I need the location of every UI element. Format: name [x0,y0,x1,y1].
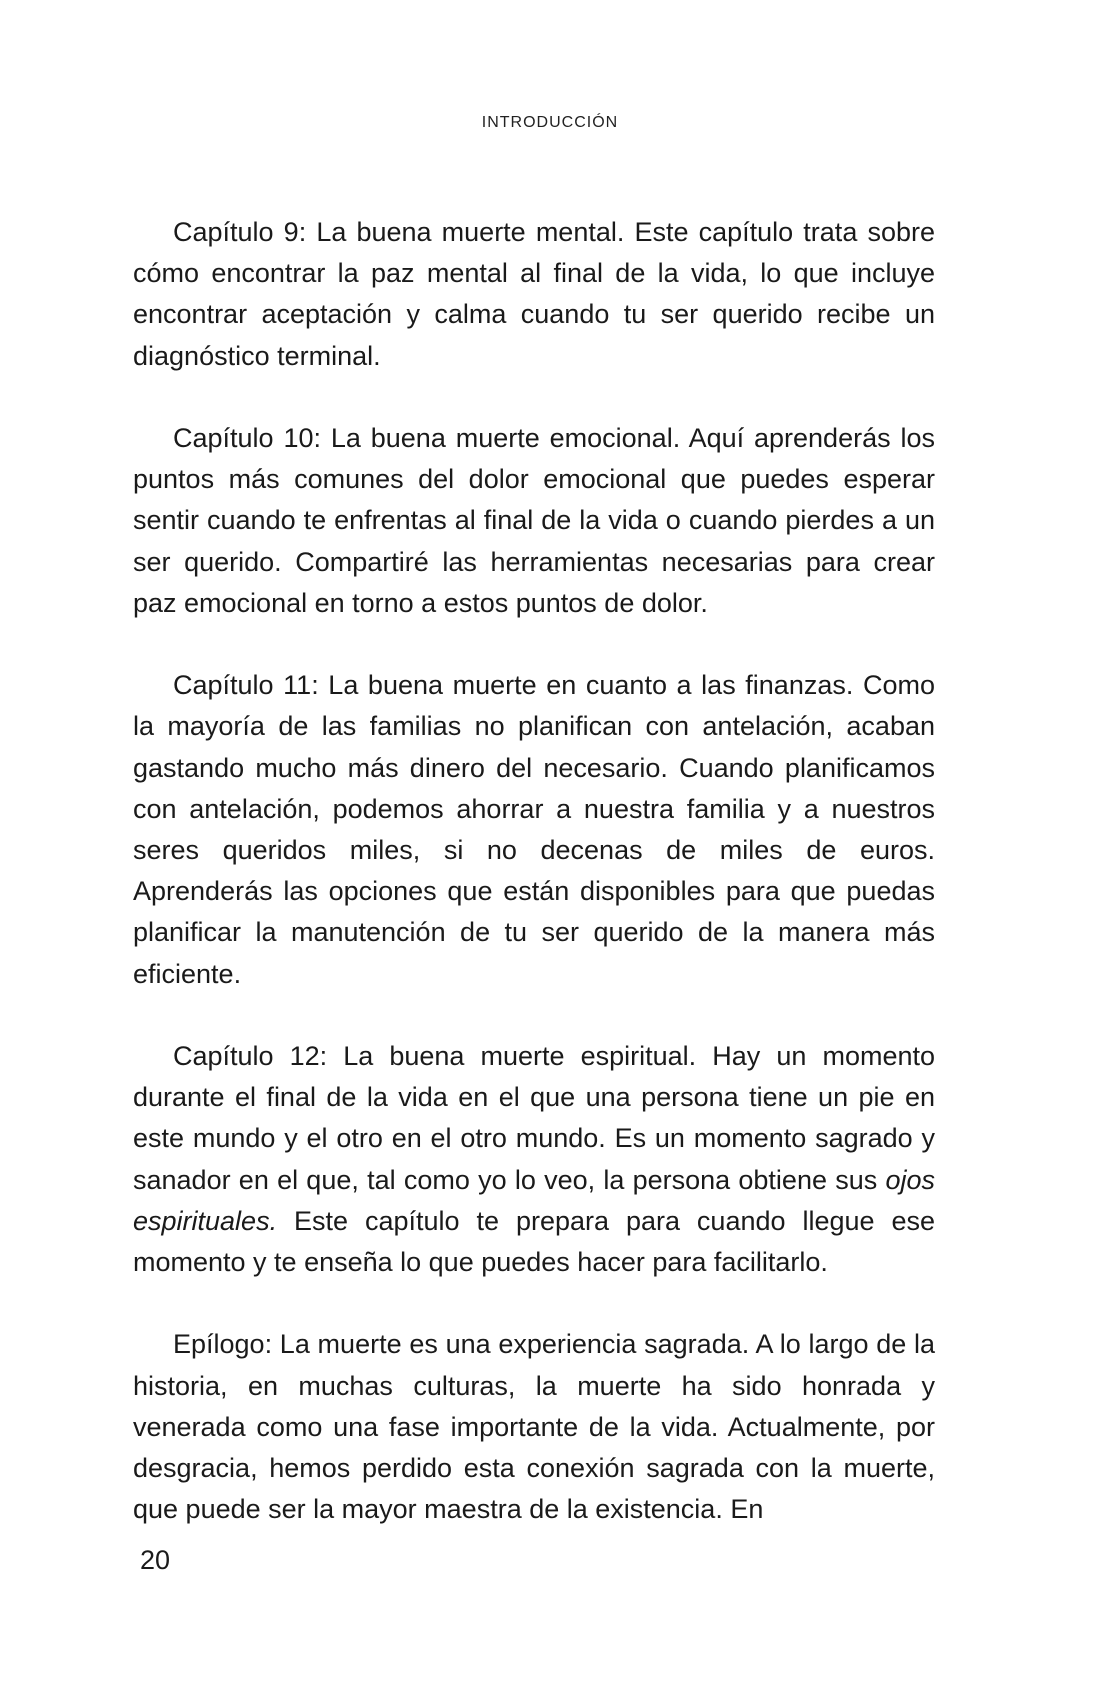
paragraph-chapter-11: Capítulo 11: La buena muerte en cuanto a las finanzas. Como la mayoría de las familias no planifican con antelación, acaban gastando mucho más dinero del necesario. Cuando planificamos con antelación, podemos ahorrar a nuestra familia y a nuestros seres queridos miles, si no decenas de miles de euros. Aprenderás las opciones que están disponibles para que puedas planificar la manutención de tu ser querido de la manera más eficiente. [133,670,935,989]
italic-phrase: ojos espirituales. [133,1164,935,1236]
body-text [133,212,935,1530]
paragraph-epilogue: Epílogo: La muerte es una experiencia sagrada. A lo largo de la historia, en muchas culturas, la muerte ha sido honrada y venerada como una fase importante de la vida. Actualmente, por desgracia, hemos perdido esta conexión sagrada con la muerte, que puede ser la mayor maestra de la existencia. En [133,1329,935,1525]
paragraph-chapter-12 [133,1036,935,1283]
page-number: 20 [140,1545,171,1575]
paragraph-chapter-10: Capítulo 10: La buena muerte emocional. Aquí aprenderás los puntos más comunes del dolor emocional que puedes esperar sentir cuando te enfrentas al final de la vida o cuando pierdes a un ser querido. Compartiré las herramientas necesarias para crear paz emocional en torno a estos puntos de dolor. [133,423,935,618]
paragraph-chapter-12-text-end: Este capítulo te prepara para cuando llegue ese momento y te enseña lo que puedes hacer para facilitarlo. [133,1205,935,1278]
paragraph-chapter-9: Capítulo 9: La buena muerte mental. Este capítulo trata sobre cómo encontrar la paz mental al final de la vida, lo que incluye encontrar aceptación y calma cuando tu ser querido recibe un diagnóstico terminal. [133,217,935,371]
paragraph-chapter-12-text-start: Capítulo 12: La buena muerte espiritual. Hay un momento durante el final de la vida en el que una persona tiene un pie en este mundo y el otro en el otro mundo. Es un momento sagrado y sanador en el que, tal como yo lo veo, la persona obtiene sus [133,1041,935,1195]
running-head: INTRODUCCIÓN [481,114,619,131]
